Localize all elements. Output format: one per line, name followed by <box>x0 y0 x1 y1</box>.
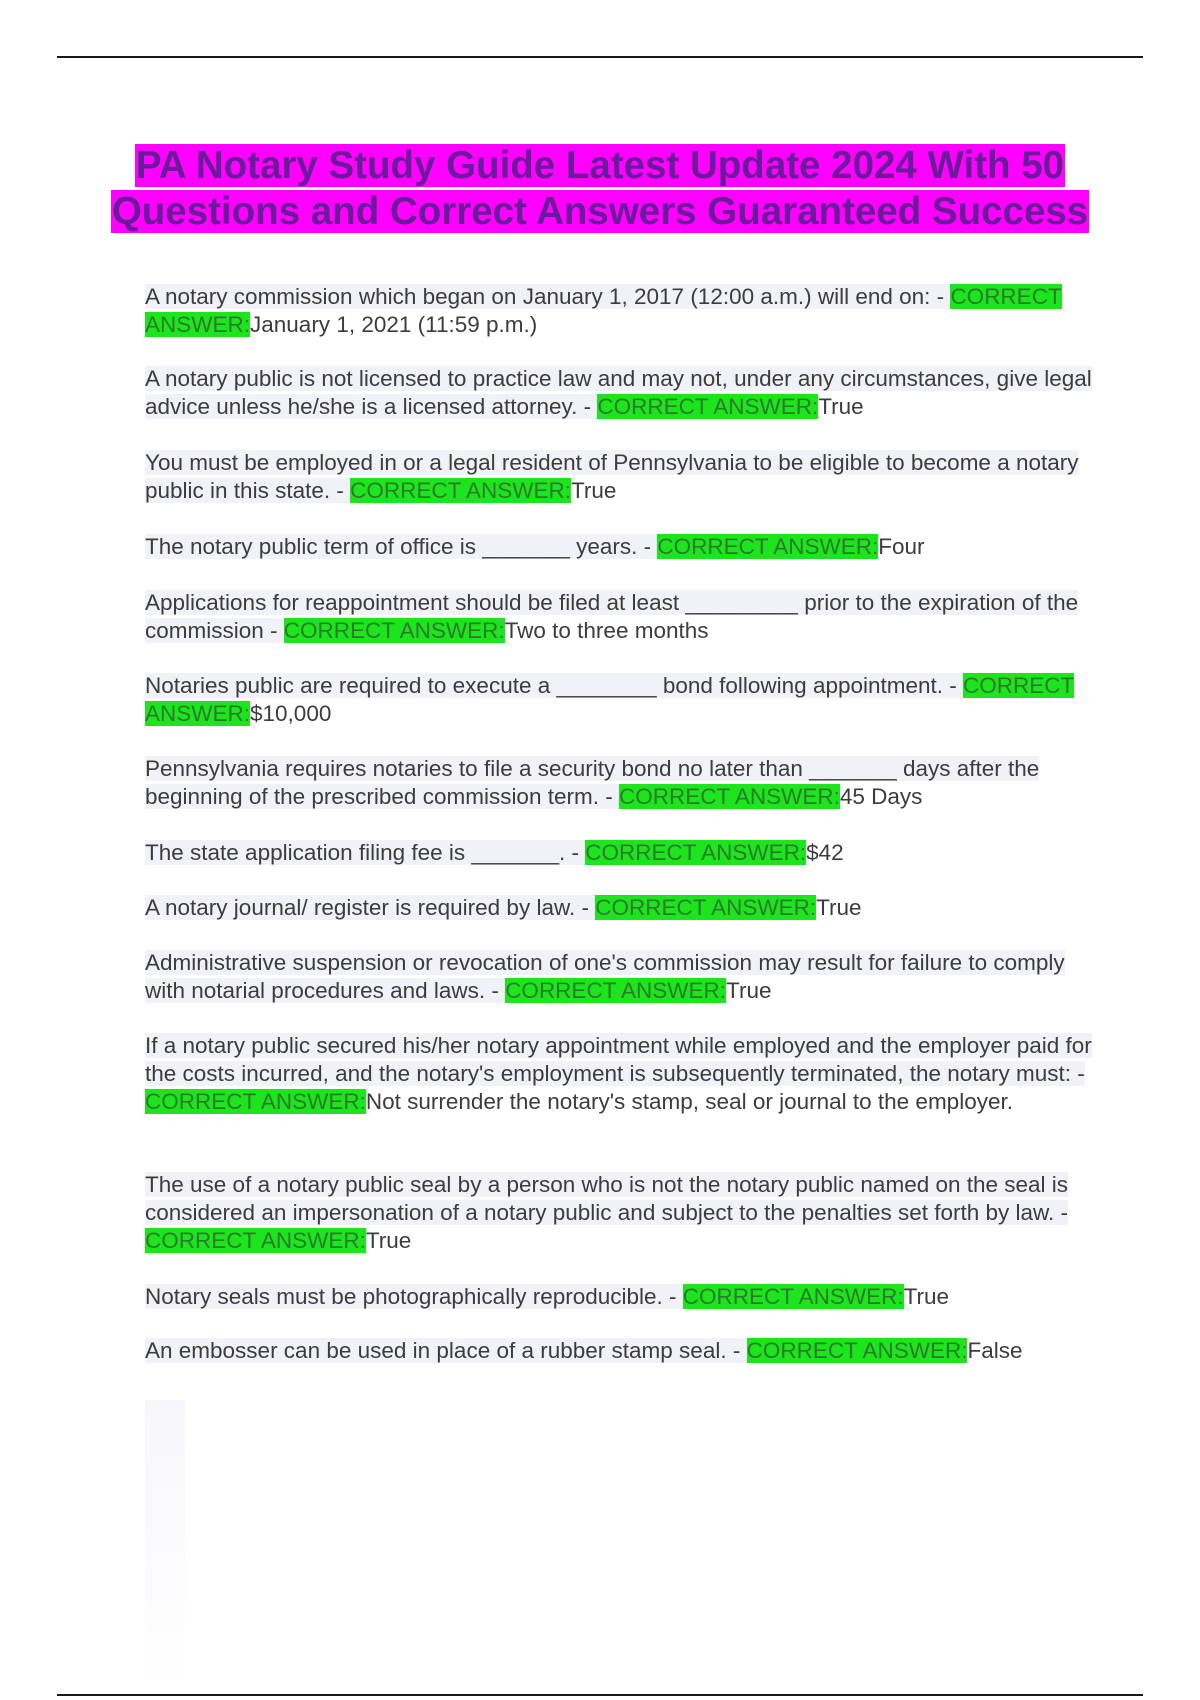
qa-item <box>145 449 1095 505</box>
answer-text: January 1, 2021 (11:59 p.m.) <box>250 312 538 337</box>
question-text: Notary seals must be photographically reproducible. - <box>145 1284 683 1309</box>
question-text: A notary commission which began on January 1, 2017 (12:00 a.m.) will end on: - <box>145 284 951 309</box>
question-text: Administrative suspension or revocation of one's commission may result for failure to comply with notarial procedures and laws. - <box>145 950 1065 1003</box>
correct-answer-marker: CORRECT ANSWER: <box>597 394 819 419</box>
correct-answer-marker: CORRECT ANSWER: <box>595 895 817 920</box>
answer-text: 45 Days <box>839 784 923 809</box>
answer-text: True <box>365 1228 412 1253</box>
question-text: A notary journal/ register is required by law. - <box>145 895 596 920</box>
qa-item <box>145 1032 1095 1116</box>
answer-text: True <box>570 478 617 503</box>
answer-text: $10,000 <box>250 701 332 726</box>
answer-text: Four <box>878 534 925 559</box>
question-text: Applications for reappointment should be filed at least _________ prior to the expiration of the commission - <box>145 590 1079 643</box>
qa-item <box>145 1283 949 1311</box>
question-text: A notary public is not licensed to practice law and may not, under any circumstances, give legal advice unless he/she is a licensed attorney. - <box>145 366 1092 419</box>
question-text: Pennsylvania requires notaries to file a security bond no later than _______ days after the beginning of the prescribed commission term. - <box>145 756 1040 809</box>
answer-text: True <box>818 394 864 419</box>
qa-item <box>145 755 1095 811</box>
answer-text: Not surrender the notary's stamp, seal or journal to the employer. <box>365 1089 1013 1114</box>
qa-item <box>145 1171 1095 1255</box>
qa-item <box>145 365 1095 421</box>
qa-item <box>145 839 844 867</box>
correct-answer-marker: CORRECT ANSWER: <box>682 1284 904 1309</box>
correct-answer-marker: CORRECT ANSWER: <box>505 978 727 1003</box>
answer-text: $42 <box>806 840 844 865</box>
title-block <box>100 143 1100 235</box>
question-text: The notary public term of office is _______ years. - <box>145 534 658 559</box>
question-text: The state application filing fee is _______. - <box>145 840 586 865</box>
question-text: An embosser can be used in place of a rubber stamp seal. - <box>145 1338 747 1363</box>
correct-answer-marker: CORRECT ANSWER: <box>350 478 571 503</box>
qa-item <box>145 589 1095 645</box>
answer-text: True <box>903 1284 950 1309</box>
correct-answer-marker: CORRECT ANSWER: <box>585 840 807 865</box>
correct-answer-marker: CORRECT ANSWER: <box>657 534 879 559</box>
qa-item <box>145 283 1095 339</box>
answer-text: True <box>816 895 862 920</box>
document-title: PA Notary Study Guide Latest Update 2024 With 50 Questions and Correct Answers Guaranteed Success <box>111 144 1089 233</box>
correct-answer-marker: CORRECT ANSWER: <box>618 784 840 809</box>
question-text: If a notary public secured his/her notary appointment while employed and the employer paid for the costs incurred, and the notary's employment is subsequently terminated, the notary must: - <box>145 1033 1092 1086</box>
bottom-rule <box>57 1694 1143 1696</box>
question-text: The use of a notary public seal by a person who is not the notary public named on the seal is considered an impersonation of a notary public and subject to the penalties set forth by law. - <box>145 1172 1069 1225</box>
answer-text: False <box>967 1338 1023 1363</box>
qa-item <box>145 533 924 561</box>
correct-answer-marker: CORRECT ANSWER: <box>145 1089 366 1114</box>
page-shading <box>145 1400 185 1690</box>
correct-answer-marker: CORRECT ANSWER: <box>145 284 1062 337</box>
answer-text: Two to three months <box>504 618 709 643</box>
question-text: Notaries public are required to execute a ________ bond following appointment. - <box>145 673 964 698</box>
correct-answer-marker: CORRECT ANSWER: <box>283 618 505 643</box>
qa-item <box>145 894 862 922</box>
correct-answer-marker: CORRECT ANSWER: <box>746 1338 968 1363</box>
qa-item <box>145 949 1095 1005</box>
answer-text: True <box>726 978 772 1003</box>
correct-answer-marker: CORRECT ANSWER: <box>145 1228 366 1253</box>
question-text: You must be employed in or a legal resident of Pennsylvania to be eligible to become a notary public in this state. - <box>145 450 1079 503</box>
top-rule <box>57 56 1143 58</box>
qa-item <box>145 1337 1022 1365</box>
correct-answer-marker: CORRECT ANSWER: <box>145 673 1075 726</box>
qa-item <box>145 672 1095 728</box>
